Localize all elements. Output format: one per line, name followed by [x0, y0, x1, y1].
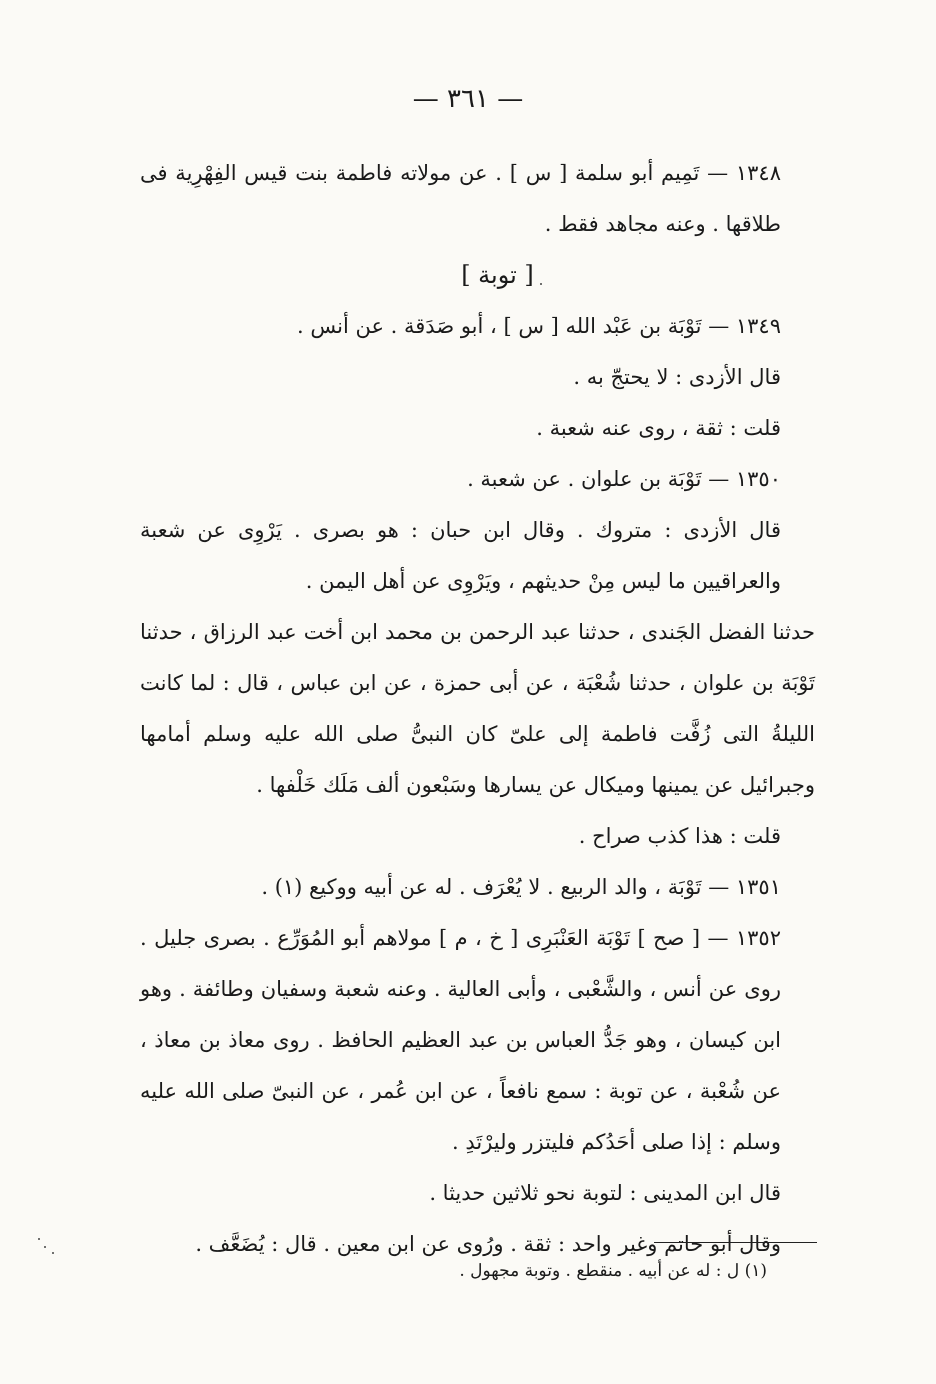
- entry-1349: ١٣٤٩ — تَوْبَة بن عَبْد الله [ س ] ، أبو صَدَقة . عن أنس .: [296, 314, 781, 338]
- entry-1352-madini-note: قال ابن المدينى : لتوبة نحو ثلاثين حديثا .: [429, 1181, 781, 1205]
- entry-1350-hadith: حدثنا الفضل الجَندى ، حدثنا عبد الرحمن بن محمد ابن أخت عبد الرزاق ، حدثنا تَوْبَة بن علوان ، حدثنا شُعْبَة ، عن أبى حمزة ، عن ابن عباس ، قال : لما كانت الليلةُ التى زُفَّت فاطمة إلى علىّ كان النبىُّ صلى الله عليه وسلم أمامها وجبرائيل عن يمينها وميكال عن يسارها وسَبْعون ألف مَلَك خَلْفها .: [140, 620, 815, 797]
- main-text: [140, 148, 815, 1270]
- scan-speck: [38, 1238, 40, 1240]
- entry-1348: ١٣٤٨ — تَمِيم أبو سلمة [ س ] . عن مولاته فاطمة بنت قيس الفِهْرِية فى طلاقها . وعنه مجاهد فقط .: [140, 161, 781, 236]
- section-heading-tawba: [ توبة ]: [461, 261, 534, 289]
- entry-1351: ١٣٥١ — تَوْبَة ، والد الربيع . لا يُعْرَف . له عن أبيه ووكيع (١) .: [261, 875, 781, 899]
- scan-speck: [44, 1246, 46, 1248]
- footnote-divider: [654, 1242, 817, 1243]
- footnote: (١) ل : له عن أبيه . منقطع . وتوبة مجهول .: [459, 1261, 767, 1281]
- entry-1350-azdi-note: قال الأزدى : متروك . وقال ابن حبان : هو بصرى . يَرْوِى عن شعبة والعراقيين ما ليس مِنْ حديثهم ، ويَرْوِى عن أهل اليمن .: [140, 518, 781, 593]
- entry-1352: ١٣٥٢ — [ صح ] تَوْبَة العَنْبَرِى [ خ ، م ] مولاهم أبو المُوَرِّع . بصرى جليل . روى عن أنس ، والشَّعْبى ، وأبى العالية . وعنه شعبة وسفيان وطائفة . وهو ابن كيسان ، وهو جَدُّ العباس بن عبد العظيم الحافظ . روى معاذ بن معاذ ، عن شُعْبة ، عن توبة : سمع نافعاً ، عن ابن عُمر ، عن النبىّ صلى الله عليه وسلم : إذا صلى أحَدُكم فليتزر وليرْتَدِ .: [140, 926, 781, 1154]
- scan-speck: [52, 1252, 54, 1254]
- entry-1350: ١٣٥٠ — تَوْبَة بن علوان . عن شعبة .: [467, 467, 781, 491]
- entry-1352-abu-hatim-note: وقال أبو حاتم وغير واحد : ثقة . ورُوى عن ابن معين . قال : يُضَعَّف .: [195, 1232, 781, 1256]
- entry-1350-author-note: قلت : هذا كذب صراح .: [578, 824, 781, 848]
- entry-1349-azdi-note: قال الأزدى : لا يحتجّ به .: [573, 365, 781, 389]
- scan-speck: [540, 283, 542, 285]
- page-number: — ٣٦١ —: [412, 84, 524, 114]
- entry-1349-author-note: قلت : ثقة ، روى عنه شعبة .: [536, 416, 781, 440]
